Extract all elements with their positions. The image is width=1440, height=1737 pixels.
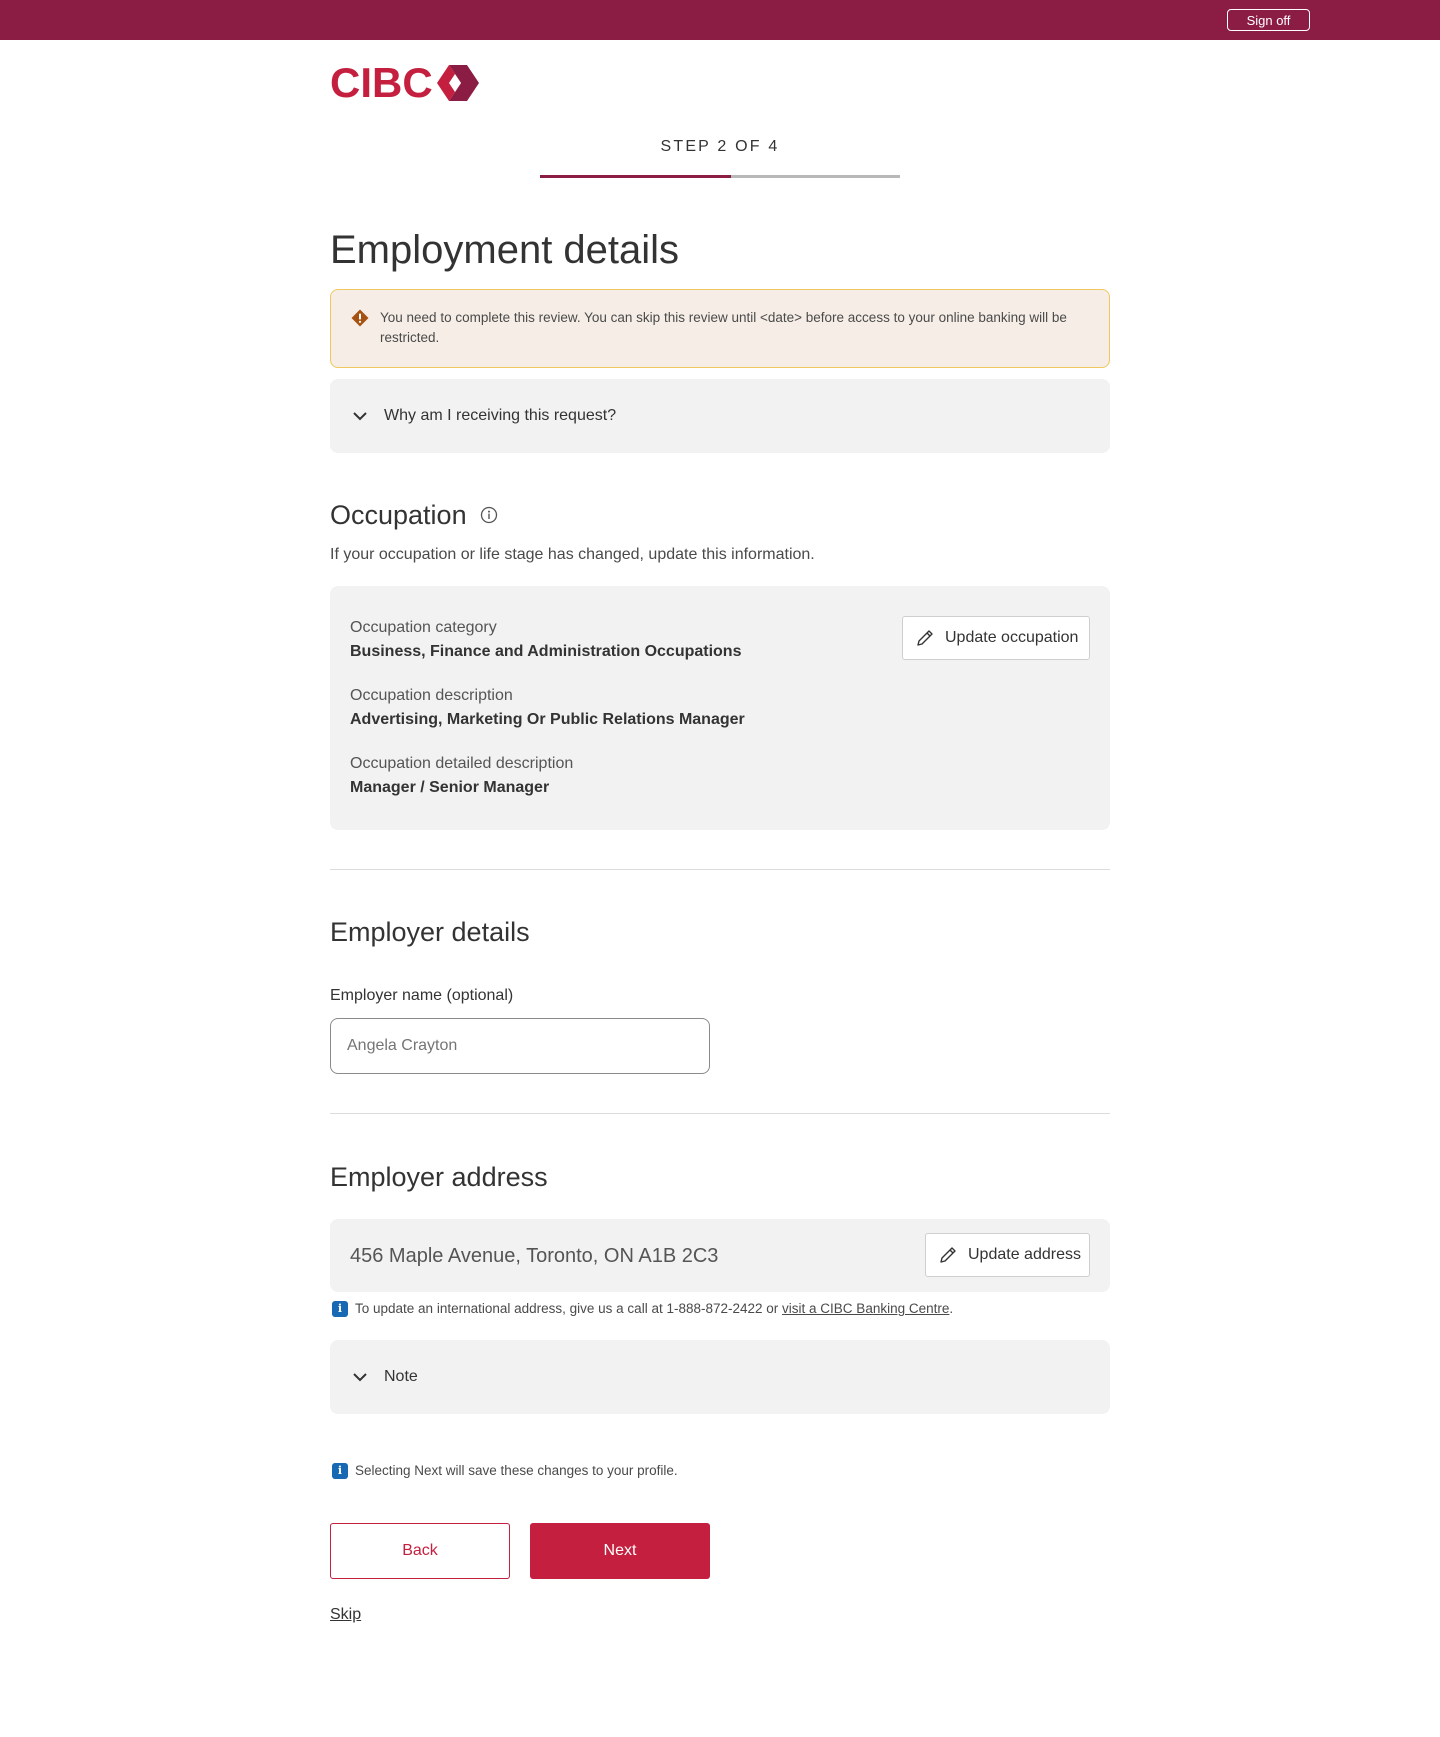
section-divider: [330, 869, 1110, 870]
cibc-logo[interactable]: [330, 59, 481, 106]
back-button[interactable]: Back: [330, 1523, 510, 1579]
employer-details-heading: Employer details: [330, 917, 530, 947]
note-accordion[interactable]: [330, 1340, 1110, 1414]
chevron-down-icon: [352, 408, 368, 424]
pencil-icon: [915, 628, 935, 648]
occupation-description: If your occupation or life stage has changed, update this information.: [330, 546, 815, 563]
occupation-detailed-label: Occupation detailed description: [350, 755, 574, 772]
employer-address-heading: Employer address: [330, 1162, 548, 1192]
international-address-info: [332, 1300, 953, 1318]
info-icon: i: [332, 1301, 348, 1317]
progress-bar: [540, 175, 900, 178]
save-info: [332, 1462, 678, 1480]
update-address-label: Update address: [968, 1246, 1081, 1263]
info-circle-icon[interactable]: [480, 506, 498, 524]
occupation-description-label: Occupation description: [350, 687, 513, 704]
cibc-diamond-icon: [435, 63, 481, 103]
next-button[interactable]: Next: [530, 1523, 710, 1579]
skip-link[interactable]: Skip: [330, 1606, 362, 1623]
page-title: Employment details: [330, 228, 680, 272]
accordion-label: Why am I receiving this request?: [384, 407, 617, 424]
pencil-icon: [938, 1245, 958, 1265]
occupation-detailed-value: Manager / Senior Manager: [350, 779, 550, 796]
employer-address-card: [330, 1219, 1110, 1292]
sign-off-button[interactable]: Sign off: [1227, 9, 1310, 31]
warning-diamond-icon: [351, 309, 369, 327]
section-divider: [330, 1113, 1110, 1114]
info-icon: i: [332, 1463, 348, 1479]
logo-wordmark: CIBC: [330, 59, 433, 106]
occupation-card: [330, 586, 1110, 830]
top-bar: [0, 0, 1440, 40]
intl-info-text: To update an international address, give us a call at 1-888-872-2422 or: [355, 1301, 779, 1316]
update-address-button[interactable]: [925, 1233, 1090, 1277]
banking-centre-link[interactable]: visit a CIBC Banking Centre: [782, 1301, 950, 1316]
alert-message: You need to complete this review. You can skip this review until <date> before access to your online banking will be restricted.: [380, 310, 1067, 345]
note-label: Note: [384, 1368, 418, 1385]
update-occupation-label: Update occupation: [945, 629, 1079, 646]
step-indicator: STEP 2 OF 4: [660, 138, 780, 155]
occupation-category-label: Occupation category: [350, 619, 497, 636]
review-alert: [330, 289, 1110, 368]
occupation-description-value: Advertising, Marketing Or Public Relations Manager: [350, 711, 745, 728]
employer-address-value: 456 Maple Avenue, Toronto, ON A1B 2C3: [350, 1245, 719, 1267]
occupation-category-value: Business, Finance and Administration Occupations: [350, 643, 742, 660]
save-info-text: Selecting Next will save these changes to your profile.: [355, 1463, 678, 1478]
intl-info-suffix: .: [949, 1301, 954, 1316]
chevron-down-icon: [352, 1369, 368, 1385]
why-request-accordion[interactable]: [330, 379, 1110, 453]
employer-name-label: Employer name (optional): [330, 987, 514, 1004]
update-occupation-button[interactable]: [902, 616, 1090, 660]
progress-bar-fill: [540, 175, 731, 178]
occupation-heading: Occupation: [330, 500, 467, 530]
employer-name-input[interactable]: [330, 1018, 710, 1074]
